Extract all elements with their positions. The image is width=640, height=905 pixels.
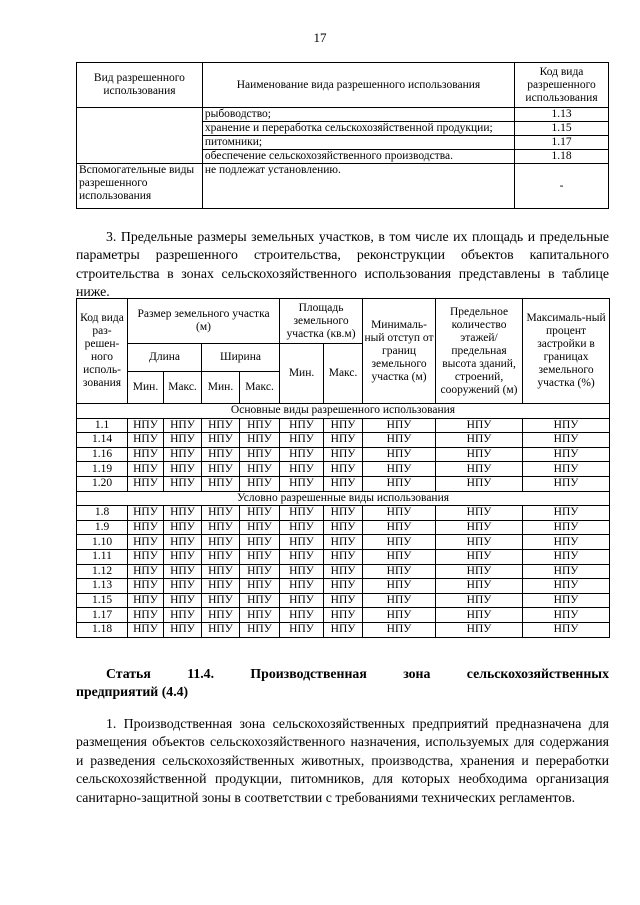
section-title: Основные виды разрешенного использования [77, 404, 610, 419]
npu-cell: НПУ [280, 433, 324, 448]
row-code: 1.8 [77, 506, 128, 521]
npu-cell: НПУ [436, 520, 523, 535]
npu-cell: НПУ [324, 622, 363, 637]
npu-cell: НПУ [240, 520, 280, 535]
npu-cell: НПУ [523, 506, 610, 521]
article-heading-line2: предприятий (4.4) [76, 684, 189, 700]
row-code: 1.14 [77, 433, 128, 448]
npu-cell: НПУ [128, 447, 164, 462]
npu-cell: НПУ [363, 520, 436, 535]
paragraph-1: 1. Производственная зона сельскохозяйственных предприятий предназначена для размещения объектов сельскохозяйственного назначения, используемых для содержания и разведения сельскохозяйственных животных, производства, хранения и переработки сельскохозяйственной продукции, питомников, для которых необходима организация санитарно-защитной зоны в соответствии с требованиями технических регламентов. [76, 716, 609, 805]
npu-cell: НПУ [164, 447, 202, 462]
npu-cell: НПУ [363, 579, 436, 594]
npu-cell: НПУ [363, 506, 436, 521]
table-row [77, 447, 610, 462]
npu-cell: НПУ [128, 564, 164, 579]
npu-cell: НПУ [436, 447, 523, 462]
row-code: 1.10 [77, 535, 128, 550]
npu-cell: НПУ [324, 549, 363, 564]
npu-cell: НПУ [128, 549, 164, 564]
npu-cell: НПУ [436, 535, 523, 550]
npu-cell: НПУ [280, 622, 324, 637]
use-name: хранение и переработка сельскохозяйственной продукции; [202, 122, 514, 136]
npu-cell: НПУ [164, 506, 202, 521]
npu-cell: НПУ [128, 476, 164, 491]
npu-cell: НПУ [280, 506, 324, 521]
table-row [77, 549, 610, 564]
npu-cell: НПУ [324, 593, 363, 608]
npu-cell: НПУ [128, 579, 164, 594]
npu-cell: НПУ [202, 506, 240, 521]
npu-cell: НПУ [324, 535, 363, 550]
article-word: зона [403, 666, 431, 681]
npu-cell: НПУ [324, 433, 363, 448]
npu-cell: НПУ [202, 462, 240, 477]
npu-cell: НПУ [363, 433, 436, 448]
npu-cell: НПУ [363, 476, 436, 491]
npu-cell: НПУ [324, 418, 363, 433]
header-plot-area: Площадь земельного участка (кв.м) [280, 299, 363, 344]
aux-use-type: Вспомогательные виды разрешенного использования [77, 164, 203, 209]
npu-cell: НПУ [324, 564, 363, 579]
npu-cell: НПУ [240, 608, 280, 623]
npu-cell: НПУ [128, 506, 164, 521]
npu-cell: НПУ [523, 579, 610, 594]
npu-cell: НПУ [363, 564, 436, 579]
npu-cell: НПУ [280, 418, 324, 433]
header-min-indent: Минималь-ный отступ от границ земельного участка (м) [363, 299, 436, 404]
npu-cell: НПУ [202, 520, 240, 535]
row-code: 1.15 [77, 593, 128, 608]
npu-cell: НПУ [128, 608, 164, 623]
npu-cell: НПУ [436, 622, 523, 637]
npu-cell: НПУ [436, 462, 523, 477]
npu-cell: НПУ [128, 462, 164, 477]
npu-cell: НПУ [164, 535, 202, 550]
section-row [77, 491, 610, 506]
npu-cell: НПУ [240, 564, 280, 579]
npu-cell: НПУ [280, 535, 324, 550]
npu-cell: НПУ [240, 476, 280, 491]
article-label: Статья 11.4. [106, 666, 215, 681]
npu-cell: НПУ [436, 593, 523, 608]
table-row [77, 564, 610, 579]
npu-cell: НПУ [324, 579, 363, 594]
npu-cell: НПУ [240, 418, 280, 433]
header-width-max: Макс. [240, 372, 280, 404]
npu-cell: НПУ [202, 535, 240, 550]
row-code: 1.20 [77, 476, 128, 491]
row-code: 1.17 [77, 608, 128, 623]
npu-cell: НПУ [280, 564, 324, 579]
npu-cell: НПУ [523, 535, 610, 550]
npu-cell: НПУ [128, 520, 164, 535]
row-code: 1.18 [77, 622, 128, 637]
npu-cell: НПУ [202, 622, 240, 637]
npu-cell: НПУ [324, 608, 363, 623]
npu-cell: НПУ [202, 579, 240, 594]
npu-cell: НПУ [202, 418, 240, 433]
npu-cell: НПУ [523, 447, 610, 462]
section-row [77, 404, 610, 419]
npu-cell: НПУ [363, 549, 436, 564]
npu-cell: НПУ [523, 593, 610, 608]
npu-cell: НПУ [240, 462, 280, 477]
header-plot-size: Размер земельного участка (м) [128, 299, 280, 344]
article-word: Производственная [250, 666, 367, 681]
npu-cell: НПУ [436, 549, 523, 564]
npu-cell: НПУ [202, 433, 240, 448]
header-length: Длина [128, 344, 202, 372]
npu-cell: НПУ [363, 593, 436, 608]
npu-cell: НПУ [436, 506, 523, 521]
npu-cell: НПУ [202, 608, 240, 623]
npu-cell: НПУ [280, 593, 324, 608]
table-row [77, 476, 610, 491]
npu-cell: НПУ [240, 549, 280, 564]
cell-empty [77, 108, 203, 164]
npu-cell: НПУ [164, 593, 202, 608]
npu-cell: НПУ [164, 433, 202, 448]
npu-cell: НПУ [523, 564, 610, 579]
npu-cell: НПУ [436, 433, 523, 448]
npu-cell: НПУ [280, 520, 324, 535]
npu-cell: НПУ [128, 622, 164, 637]
npu-cell: НПУ [324, 520, 363, 535]
table-row [77, 593, 610, 608]
npu-cell: НПУ [280, 549, 324, 564]
npu-cell: НПУ [280, 447, 324, 462]
aux-use-code: - [515, 164, 609, 209]
header-use-name: Наименование вида разрешенного использования [202, 63, 514, 108]
npu-cell: НПУ [280, 608, 324, 623]
npu-cell: НПУ [202, 476, 240, 491]
section-title: Условно разрешенные виды использования [77, 491, 610, 506]
use-name: обеспечение сельскохозяйственного производства. [202, 150, 514, 164]
npu-cell: НПУ [363, 418, 436, 433]
row-code: 1.12 [77, 564, 128, 579]
article-heading-line1 [106, 665, 609, 683]
npu-cell: НПУ [324, 506, 363, 521]
npu-cell: НПУ [164, 608, 202, 623]
npu-cell: НПУ [202, 593, 240, 608]
header-width: Ширина [202, 344, 280, 372]
npu-cell: НПУ [523, 433, 610, 448]
row-code: 1.9 [77, 520, 128, 535]
npu-cell: НПУ [240, 622, 280, 637]
npu-cell: НПУ [523, 476, 610, 491]
npu-cell: НПУ [324, 476, 363, 491]
npu-cell: НПУ [164, 476, 202, 491]
row-code: 1.11 [77, 549, 128, 564]
use-code: 1.17 [515, 136, 609, 150]
npu-cell: НПУ [436, 579, 523, 594]
npu-cell: НПУ [164, 549, 202, 564]
npu-cell: НПУ [523, 549, 610, 564]
npu-cell: НПУ [164, 622, 202, 637]
table-row [77, 520, 610, 535]
npu-cell: НПУ [363, 608, 436, 623]
article-word: сельскохозяйственных [466, 666, 609, 681]
npu-cell: НПУ [240, 593, 280, 608]
header-code: Код вида раз-решен-ного исполь-зования [77, 299, 128, 404]
use-code: 1.18 [515, 150, 609, 164]
npu-cell: НПУ [240, 579, 280, 594]
use-name: рыбоводство; [202, 108, 514, 122]
npu-cell: НПУ [128, 593, 164, 608]
npu-cell: НПУ [164, 418, 202, 433]
npu-cell: НПУ [202, 549, 240, 564]
table-row [77, 418, 610, 433]
npu-cell: НПУ [363, 535, 436, 550]
npu-cell: НПУ [523, 418, 610, 433]
row-code: 1.19 [77, 462, 128, 477]
npu-cell: НПУ [523, 608, 610, 623]
header-length-min: Мин. [128, 372, 164, 404]
npu-cell: НПУ [324, 462, 363, 477]
page-number: 17 [313, 30, 327, 45]
header-length-max: Макс. [164, 372, 202, 404]
npu-cell: НПУ [436, 608, 523, 623]
npu-cell: НПУ [164, 520, 202, 535]
header-max-percent: Максималь-ный процент застройки в границах земельного участка (%) [523, 299, 610, 404]
npu-cell: НПУ [240, 433, 280, 448]
aux-use-name: не подлежат установлению. [202, 164, 514, 209]
header-use-type: Вид разрешенного использования [77, 63, 203, 108]
npu-cell: НПУ [202, 564, 240, 579]
npu-cell: НПУ [164, 579, 202, 594]
npu-cell: НПУ [324, 447, 363, 462]
npu-cell: НПУ [523, 462, 610, 477]
header-area-max: Макс. [324, 344, 363, 404]
row-code: 1.1 [77, 418, 128, 433]
table-row [77, 622, 610, 637]
npu-cell: НПУ [363, 622, 436, 637]
table-row [77, 535, 610, 550]
paragraph-3: 3. Предельные размеры земельных участков, в том числе их площадь и предельные параметры разрешенного строительства, реконструкции объектов капитального строительства в зонах сельскохозяйственного использования представлены в таблице ниже. [76, 229, 609, 300]
npu-cell: НПУ [128, 433, 164, 448]
npu-cell: НПУ [436, 476, 523, 491]
row-code: 1.13 [77, 579, 128, 594]
npu-cell: НПУ [202, 447, 240, 462]
npu-cell: НПУ [280, 476, 324, 491]
npu-cell: НПУ [240, 506, 280, 521]
article-heading [76, 665, 609, 702]
table-row [77, 608, 610, 623]
parameters-table [76, 298, 610, 638]
npu-cell: НПУ [280, 579, 324, 594]
row-code: 1.16 [77, 447, 128, 462]
header-width-min: Мин. [202, 372, 240, 404]
header-use-code: Код вида разрешенного использования [515, 63, 609, 108]
header-area-min: Мин. [280, 344, 324, 404]
npu-cell: НПУ [240, 447, 280, 462]
npu-cell: НПУ [523, 622, 610, 637]
npu-cell: НПУ [523, 520, 610, 535]
header-max-floors: Предельное количество этажей/ предельная высота зданий, строений, сооружений (м) [436, 299, 523, 404]
npu-cell: НПУ [280, 462, 324, 477]
npu-cell: НПУ [164, 564, 202, 579]
table-row [77, 433, 610, 448]
npu-cell: НПУ [363, 447, 436, 462]
use-code: 1.13 [515, 108, 609, 122]
npu-cell: НПУ [164, 462, 202, 477]
npu-cell: НПУ [128, 535, 164, 550]
table-row [77, 462, 610, 477]
table-row [77, 579, 610, 594]
use-name: питомники; [202, 136, 514, 150]
npu-cell: НПУ [363, 462, 436, 477]
npu-cell: НПУ [240, 535, 280, 550]
npu-cell: НПУ [128, 418, 164, 433]
table-row [77, 506, 610, 521]
npu-cell: НПУ [436, 564, 523, 579]
use-code: 1.15 [515, 122, 609, 136]
permitted-use-table [76, 62, 609, 209]
npu-cell: НПУ [436, 418, 523, 433]
